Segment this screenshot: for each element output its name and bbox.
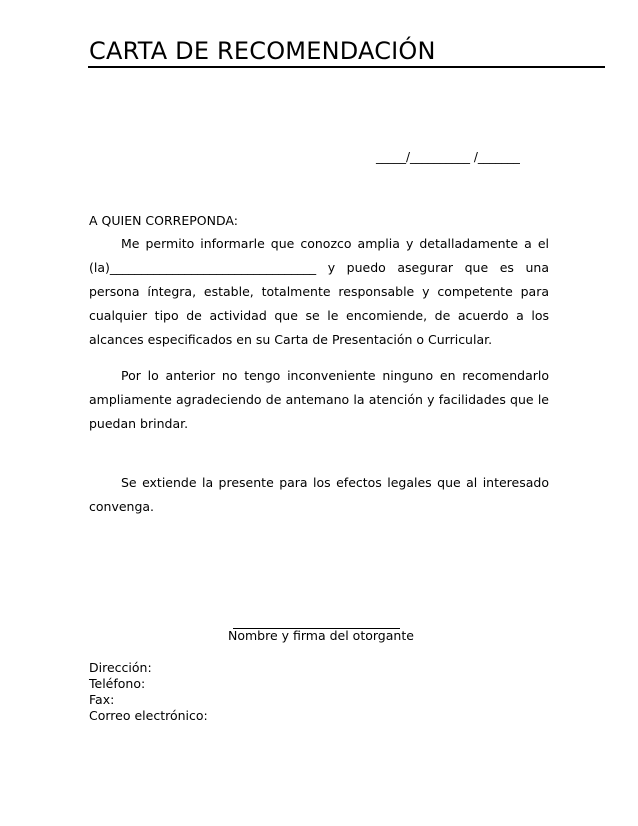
paragraph-no-inconvenience: Por lo anterior no tengo inconveniente ninguno en recomendarlo ampliamente agradeciendo de antemano la atención y facilidades que le puedan brindar. xyxy=(89,368,549,431)
paragraph-recommendation: Me permito informarle que conozco amplia y detalladamente a el (la)_________________________________ y puedo asegurar que es una persona íntegra, estable, totalmente responsable y competente para cualquier tipo de actividad que se le encomiende, de acuerdo a los alcances especificados en su Carta de Presentación o Curricular. xyxy=(89,236,549,347)
email-label: Correo electrónico: xyxy=(89,708,208,723)
title-underline xyxy=(88,66,605,68)
address-label: Dirección: xyxy=(89,660,152,675)
fax-label: Fax: xyxy=(89,692,115,707)
signature-label: Nombre y firma del otorgante xyxy=(228,628,414,643)
salutation: A QUIEN CORREPONDA: xyxy=(89,213,238,228)
paragraph-legal-effects: Se extiende la presente para los efectos legales que al interesado convenga. xyxy=(89,475,549,514)
date-blank: _____/__________ /_______ xyxy=(376,150,520,164)
document-title: CARTA DE RECOMENDACIÓN xyxy=(89,37,436,65)
phone-label: Teléfono: xyxy=(89,676,146,691)
contact-block xyxy=(89,660,208,724)
